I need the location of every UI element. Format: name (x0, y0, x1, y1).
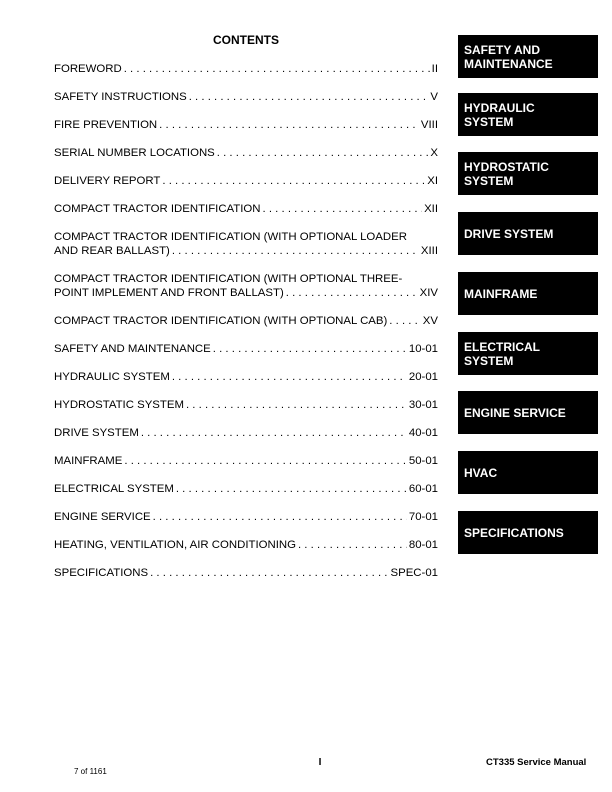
toc-entry[interactable] (54, 174, 438, 188)
toc-dot-leader (172, 370, 407, 384)
toc-entry-page: 30-01 (408, 399, 438, 411)
toc-entry-label: COMPACT TRACTOR IDENTIFICATION (WITH OPTIONAL THREE- (54, 273, 403, 285)
footer-page-count: 7 of 1161 (74, 767, 107, 776)
toc-entry-label: ELECTRICAL SYSTEM (54, 483, 174, 495)
toc-entry[interactable] (54, 426, 438, 440)
toc-entry-label: HEATING, VENTILATION, AIR CONDITIONING (54, 539, 296, 551)
toc-dot-leader (263, 202, 423, 216)
toc-entry-label: FOREWORD (54, 63, 122, 75)
section-tab[interactable] (458, 272, 598, 315)
toc-dot-leader (124, 62, 430, 76)
toc-entry-label: AND REAR BALLAST) (54, 245, 170, 257)
toc-entry-page: 40-01 (408, 427, 438, 439)
toc-dot-leader (172, 244, 419, 258)
toc-entry-page: 10-01 (408, 343, 438, 355)
toc-entry-page: 70-01 (408, 511, 438, 523)
toc-entry-label: HYDROSTATIC SYSTEM (54, 399, 184, 411)
toc-entry-page: 50-01 (408, 455, 438, 467)
section-tab-label: SYSTEM (464, 114, 514, 129)
toc-entry-label: SPECIFICATIONS (54, 567, 149, 579)
section-tab[interactable] (458, 451, 598, 494)
section-tab[interactable] (458, 511, 598, 554)
toc-entry-page: V (430, 91, 438, 103)
section-tab[interactable] (458, 391, 598, 434)
toc-entry[interactable] (54, 118, 438, 132)
toc-entry-label: COMPACT TRACTOR IDENTIFICATION (WITH OPTIONAL CAB) (54, 315, 388, 327)
toc-entry-page: XIV (419, 287, 438, 299)
toc-entry[interactable] (54, 146, 438, 160)
toc-dot-leader (124, 454, 407, 468)
toc-dot-leader (150, 566, 388, 580)
toc-entry-label: SERIAL NUMBER LOCATIONS (54, 147, 215, 159)
toc-dot-leader (217, 146, 429, 160)
section-tab[interactable] (458, 35, 598, 78)
toc-entry[interactable] (54, 272, 438, 300)
toc-entry[interactable] (54, 370, 438, 384)
toc-entry-label: DELIVERY REPORT (54, 175, 161, 187)
toc-entry-page: XV (422, 315, 438, 327)
toc-dot-leader (162, 174, 425, 188)
toc-dot-leader (141, 426, 407, 440)
toc-entry-page: 60-01 (408, 483, 438, 495)
section-tab-label: HYDROSTATIC (464, 159, 549, 174)
footer-manual-title: CT335 Service Manual (486, 757, 587, 768)
table-of-contents (54, 0, 438, 600)
section-tab-label: MAINTENANCE (464, 56, 553, 71)
section-tab-label: ENGINE SERVICE (464, 405, 566, 420)
toc-dot-leader (286, 286, 418, 300)
toc-entry-label: POINT IMPLEMENT AND FRONT BALLAST) (54, 287, 284, 299)
toc-entry[interactable] (54, 342, 438, 356)
toc-entry-page: 20-01 (408, 371, 438, 383)
section-tab-label: SYSTEM (464, 173, 514, 188)
toc-entry[interactable] (54, 230, 438, 258)
toc-entry-label: MAINFRAME (54, 455, 123, 467)
section-tab-label: HVAC (464, 465, 498, 480)
toc-entry[interactable] (54, 538, 438, 552)
section-tab[interactable] (458, 93, 598, 136)
toc-dot-leader (389, 314, 421, 328)
toc-entry[interactable] (54, 398, 438, 412)
toc-entry-label: DRIVE SYSTEM (54, 427, 139, 439)
toc-dot-leader (153, 510, 407, 524)
footer-page-number: I (318, 757, 322, 768)
section-tab-label: ELECTRICAL (464, 339, 540, 354)
toc-dot-leader (186, 398, 407, 412)
section-tab[interactable] (458, 152, 598, 195)
toc-entry-label: COMPACT TRACTOR IDENTIFICATION (54, 203, 261, 215)
section-tab-label: HYDRAULIC (464, 100, 535, 115)
toc-dot-leader (159, 118, 419, 132)
toc-entry-page: XII (424, 203, 438, 215)
section-tab[interactable] (458, 212, 598, 255)
toc-entry[interactable] (54, 566, 438, 580)
toc-entry-page: II (431, 63, 438, 75)
toc-dot-leader (298, 538, 407, 552)
toc-entry-page: VIII (420, 119, 438, 131)
toc-entry[interactable] (54, 482, 438, 496)
toc-entry-page: XI (427, 175, 438, 187)
section-tab-label: DRIVE SYSTEM (464, 226, 554, 241)
page-title: CONTENTS (213, 33, 279, 47)
toc-entry-label: ENGINE SERVICE (54, 511, 151, 523)
toc-entry-label: COMPACT TRACTOR IDENTIFICATION (WITH OPTIONAL LOADER (54, 231, 407, 243)
section-tab-label: SPECIFICATIONS (464, 525, 564, 540)
section-tab-label: SYSTEM (464, 353, 514, 368)
toc-dot-leader (213, 342, 407, 356)
toc-entry[interactable] (54, 90, 438, 104)
section-tab-label: MAINFRAME (464, 286, 538, 301)
toc-entry-page: SPEC-01 (390, 567, 438, 579)
toc-dot-leader (176, 482, 407, 496)
section-tabs (458, 0, 598, 600)
section-tab-label: SAFETY AND (464, 42, 541, 57)
toc-entry[interactable] (54, 454, 438, 468)
toc-entry[interactable] (54, 510, 438, 524)
toc-entry[interactable] (54, 62, 438, 76)
toc-entry-page: XIII (420, 245, 438, 257)
toc-entry-label: SAFETY AND MAINTENANCE (54, 343, 211, 355)
toc-entry-label: SAFETY INSTRUCTIONS (54, 91, 187, 103)
toc-entry[interactable] (54, 314, 438, 328)
toc-entry-page: 80-01 (408, 539, 438, 551)
toc-entry[interactable] (54, 202, 438, 216)
toc-entry-page: X (430, 147, 438, 159)
toc-dot-leader (189, 90, 429, 104)
toc-entry-label: HYDRAULIC SYSTEM (54, 371, 170, 383)
section-tab[interactable] (458, 332, 598, 375)
toc-entry-label: FIRE PREVENTION (54, 119, 158, 131)
